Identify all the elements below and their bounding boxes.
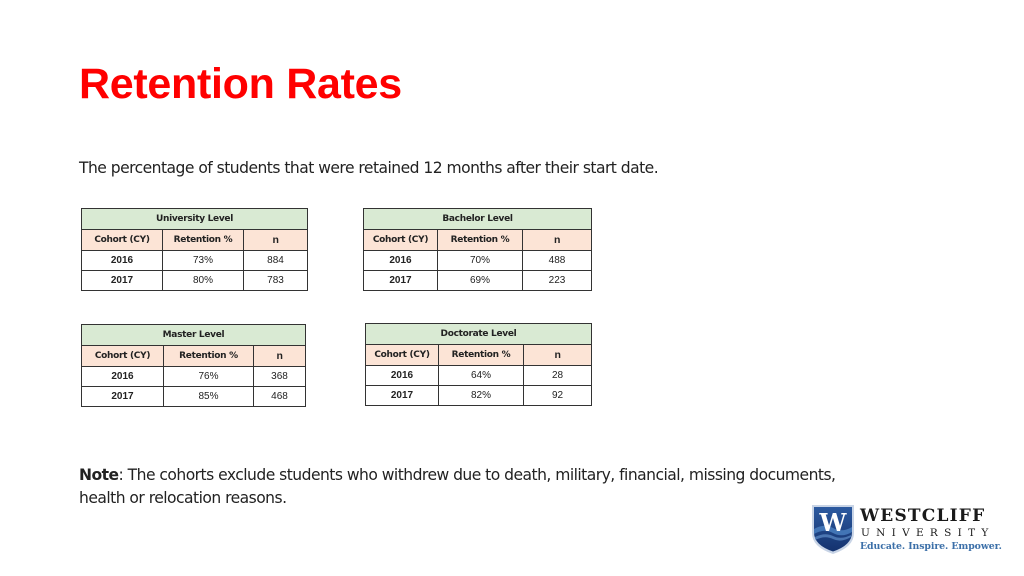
table-level-header bbox=[82, 209, 308, 230]
table-column-headers bbox=[364, 230, 592, 251]
cohort-cell: 2017 bbox=[364, 271, 438, 291]
retention-cell: 82% bbox=[439, 386, 524, 406]
table-row bbox=[364, 251, 592, 271]
table-column-headers bbox=[82, 230, 308, 251]
footnote bbox=[79, 464, 866, 509]
column-header-retention: Retention % bbox=[163, 230, 244, 251]
level-title: Bachelor Level bbox=[364, 209, 592, 230]
master-level-table bbox=[81, 324, 306, 407]
bachelor-level-table bbox=[363, 208, 592, 291]
shield-icon bbox=[810, 503, 856, 555]
svg-text:W: W bbox=[819, 508, 847, 537]
logo-tagline: Educate. Inspire. Empower. bbox=[860, 541, 1002, 552]
table-column-headers bbox=[366, 345, 592, 366]
column-header-retention: Retention % bbox=[438, 230, 523, 251]
table-column-headers bbox=[82, 346, 306, 367]
n-cell: 92 bbox=[524, 386, 592, 406]
table-row bbox=[82, 387, 306, 407]
cohort-cell: 2017 bbox=[366, 386, 439, 406]
level-title: Master Level bbox=[82, 325, 306, 346]
n-cell: 28 bbox=[524, 366, 592, 386]
cohort-cell: 2017 bbox=[82, 387, 164, 407]
retention-cell: 80% bbox=[163, 271, 244, 291]
cohort-cell: 2017 bbox=[82, 271, 163, 291]
n-cell: 368 bbox=[254, 367, 306, 387]
table-level-header bbox=[366, 324, 592, 345]
table-row bbox=[82, 367, 306, 387]
table-row bbox=[82, 271, 308, 291]
column-header-n: n bbox=[523, 230, 592, 251]
westcliff-logo bbox=[810, 503, 1000, 555]
n-cell: 783 bbox=[244, 271, 308, 291]
retention-cell: 73% bbox=[163, 251, 244, 271]
column-header-cohort: Cohort (CY) bbox=[366, 345, 439, 366]
table-row bbox=[366, 366, 592, 386]
subtitle: The percentage of students that were retained 12 months after their start date. bbox=[79, 158, 659, 177]
retention-cell: 76% bbox=[164, 367, 254, 387]
n-cell: 468 bbox=[254, 387, 306, 407]
note-text: : The cohorts exclude students who withdrew due to death, military, financial, missing documents, health or relocation reasons. bbox=[79, 465, 836, 507]
logo-name: WESTCLIFF bbox=[860, 506, 986, 526]
level-title: Doctorate Level bbox=[366, 324, 592, 345]
n-cell: 223 bbox=[523, 271, 592, 291]
cohort-cell: 2016 bbox=[82, 367, 164, 387]
university-level-table bbox=[81, 208, 308, 291]
cohort-cell: 2016 bbox=[366, 366, 439, 386]
table-row bbox=[364, 271, 592, 291]
column-header-cohort: Cohort (CY) bbox=[364, 230, 438, 251]
table-level-header bbox=[82, 325, 306, 346]
retention-cell: 69% bbox=[438, 271, 523, 291]
level-title: University Level bbox=[82, 209, 308, 230]
retention-cell: 70% bbox=[438, 251, 523, 271]
n-cell: 884 bbox=[244, 251, 308, 271]
doctorate-level-table bbox=[365, 323, 592, 406]
note-label: Note bbox=[79, 465, 119, 484]
table-level-header bbox=[364, 209, 592, 230]
column-header-n: n bbox=[524, 345, 592, 366]
column-header-n: n bbox=[244, 230, 308, 251]
retention-cell: 85% bbox=[164, 387, 254, 407]
logo-subname: UNIVERSITY bbox=[861, 527, 995, 539]
cohort-cell: 2016 bbox=[364, 251, 438, 271]
retention-cell: 64% bbox=[439, 366, 524, 386]
n-cell: 488 bbox=[523, 251, 592, 271]
column-header-retention: Retention % bbox=[439, 345, 524, 366]
column-header-cohort: Cohort (CY) bbox=[82, 346, 164, 367]
table-row bbox=[82, 251, 308, 271]
column-header-cohort: Cohort (CY) bbox=[82, 230, 163, 251]
page-title: Retention Rates bbox=[79, 60, 402, 108]
table-row bbox=[366, 386, 592, 406]
cohort-cell: 2016 bbox=[82, 251, 163, 271]
column-header-n: n bbox=[254, 346, 306, 367]
column-header-retention: Retention % bbox=[164, 346, 254, 367]
